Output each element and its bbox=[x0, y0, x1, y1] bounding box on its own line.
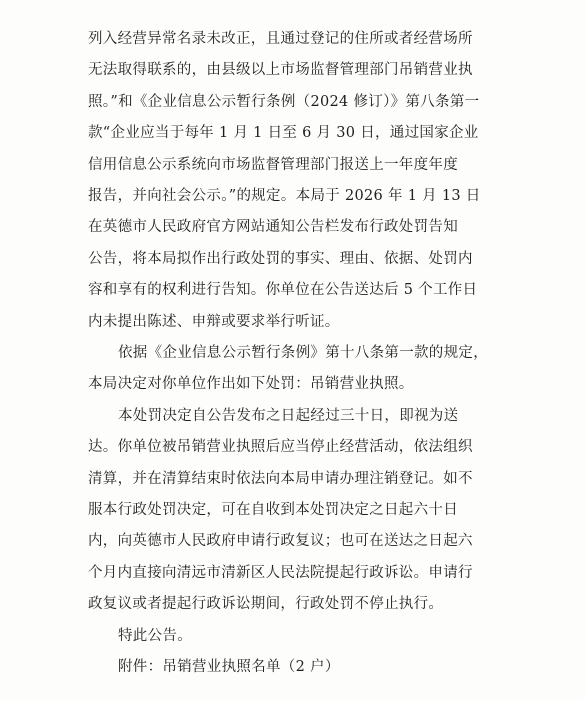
paragraph-line-7: 在英德市人民政府官方网站通知公告栏发布行政处罚告知 bbox=[88, 219, 458, 236]
paragraph-line-14: 达。你单位被吊销营业执照后应当停止经营活动，依法组织 bbox=[88, 439, 473, 456]
closing-line: 特此公告。 bbox=[118, 627, 192, 644]
paragraph-line-1: 列入经营异常名录未改正，且通过登记的住所或者经营场所 bbox=[88, 31, 473, 47]
paragraph-line-12: 本局决定对你单位作出如下处罚：吊销营业执照。 bbox=[88, 376, 414, 393]
paragraph-line-5: 信用信息公示系统向市场监督管理部门报送上一年度年度 bbox=[88, 156, 458, 173]
paragraph-line-17: 内，向英德市人民政府申请行政复议；也可在送达之日起六 bbox=[88, 533, 473, 550]
paragraph-line-19: 政复议或者提起行政诉讼期间，行政处罚不停止执行。 bbox=[88, 596, 444, 613]
attachment-line: 附件：吊销营业执照名单（2 户） bbox=[118, 659, 340, 675]
paragraph-line-15: 清算，并在清算结束时依法向本局申请办理注销登记。如不 bbox=[88, 470, 473, 487]
paragraph-line-3: 照。”和《企业信息公示暂行条例（2024 修订）》第八条第一 bbox=[88, 93, 480, 110]
paragraph-line-4: 款“企业应当于每年 1 月 1 日至 6 月 30 日，通过国家企业 bbox=[88, 125, 479, 142]
paragraph-line-18: 个月内直接向清远市清新区人民法院提起行政诉讼。申请行 bbox=[88, 564, 473, 581]
paragraph-line-8: 公告，将本局拟作出行政处罚的事实、理由、依据、处罚内 bbox=[88, 250, 473, 267]
paragraph-line-13: 本处罚决定自公告发布之日起经过三十日，即视为送 bbox=[118, 407, 459, 424]
paragraph-line-9: 容和享有的权利进行告知。你单位在公告送达后 5 个工作日 bbox=[88, 282, 478, 299]
paragraph-line-2: 无法取得联系的，由县级以上市场监督管理部门吊销营业执 bbox=[88, 62, 473, 79]
paragraph-line-11: 依据《企业信息公示暂行条例》第十八条第一款的规定， bbox=[118, 345, 488, 361]
paragraph-line-10: 内未提出陈述、申辩或要求举行听证。 bbox=[88, 313, 340, 330]
paragraph-line-6: 报告，并向社会公示。”的规定。本局于 2026 年 1 月 13 日 bbox=[88, 188, 481, 204]
paragraph-line-16: 服本行政处罚决定，可在自收到本处罚决定之日起六十日 bbox=[88, 502, 458, 518]
